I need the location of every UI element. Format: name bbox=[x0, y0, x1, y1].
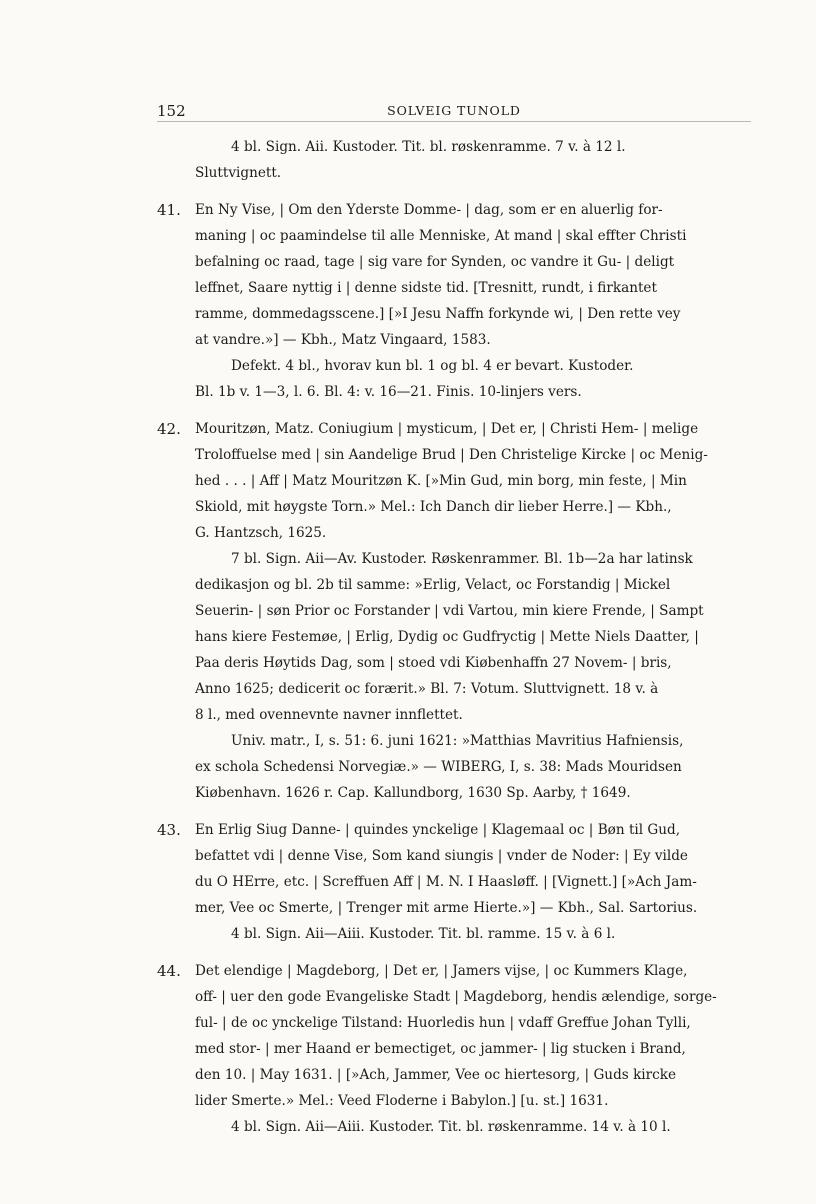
page-number: 152 bbox=[157, 102, 186, 120]
entry-line: dedikasjon og bl. 2b til samme: »Erlig, Velact, oc Forstandig | Mickel bbox=[195, 577, 671, 593]
entry-line: Det elendige | Magdeborg, | Det er, | Jamers vijse, | oc Kummers Klage, bbox=[195, 963, 688, 979]
entry-line: Anno 1625; dedicerit oc forærit.» Bl. 7: Votum. Sluttvignett. 18 v. à bbox=[195, 681, 659, 697]
entry-line: maning | oc paamindelse til alle Menniske, At mand | skal effter Christi bbox=[195, 228, 687, 244]
entry-number: 43. bbox=[157, 821, 181, 839]
entry-line: Bl. 1b v. 1—3, l. 6. Bl. 4: v. 16—21. Finis. 10-linjers vers. bbox=[195, 384, 582, 400]
entry-line: Mouritzøn, Matz. Coniugium | mysticum, | Det er, | Christi Hem- | melige bbox=[195, 421, 699, 437]
entry-line: lider Smerte.» Mel.: Veed Floderne i Babylon.] [u. st.] 1631. bbox=[195, 1093, 609, 1109]
page-body bbox=[157, 134, 751, 1140]
header-rule bbox=[157, 121, 751, 122]
entry-line: Seuerin- | søn Prior oc Forstander | vdi Vartou, min kiere Frende, | Sampt bbox=[195, 603, 704, 619]
entry-line: du O HErre, etc. | Screffuen Aff | M. N. I Haasløff. | [Vignett.] [»Ach Jam- bbox=[195, 874, 697, 890]
entry-line: ful- | de oc ynckelige Tilstand: Huorledis hun | vdaff Greffue Johan Tylli, bbox=[195, 1015, 691, 1031]
entry-line: Paa deris Høytids Dag, som | stoed vdi Kiøbenhaffn 27 Novem- | bris, bbox=[195, 655, 672, 671]
entry-line: Defekt. 4 bl., hvorav kun bl. 1 og bl. 4 er bevart. Kustoder. bbox=[231, 358, 634, 374]
entry-line: 8 l., med ovennevnte navner innflettet. bbox=[195, 707, 463, 723]
entry-line: med stor- | mer Haand er bemectiget, oc jammer- | lig stucken i Brand, bbox=[195, 1041, 686, 1057]
entry-44 bbox=[157, 958, 751, 1140]
entry-41 bbox=[157, 197, 751, 405]
entry-42 bbox=[157, 416, 751, 806]
entry-number: 42. bbox=[157, 420, 181, 438]
entry-line: befalning oc raad, tage | sig vare for Synden, oc vandre it Gu- | deligt bbox=[195, 254, 675, 270]
entry-line: off- | uer den gode Evangeliske Stadt | Magdeborg, hendis ælendige, sorge- bbox=[195, 989, 717, 1005]
entry-line: ramme, dommedagsscene.] [»I Jesu Naffn forkynde wi, | Den rette vey bbox=[195, 306, 681, 322]
entry-line: 4 bl. Sign. Aii—Aiii. Kustoder. Tit. bl. røskenramme. 14 v. à 10 l. bbox=[231, 1119, 671, 1135]
entry-line: En Erlig Siug Danne- | quindes ynckelige | Klagemaal oc | Bøn til Gud, bbox=[195, 822, 681, 838]
entry-line: hans kiere Festemøe, | Erlig, Dydig oc Gudfryctig | Mette Niels Daatter, | bbox=[195, 629, 699, 645]
entry-line: Skiold, mit høygste Torn.» Mel.: Ich Danch dir lieber Herre.] — Kbh., bbox=[195, 499, 672, 515]
entry-number: 41. bbox=[157, 201, 181, 219]
entry-line: mer, Vee oc Smerte, | Trenger mit arme Hierte.»] — Kbh., Sal. Sartorius. bbox=[195, 900, 698, 916]
entry-line: Kiøbenhavn. 1626 r. Cap. Kallundborg, 1630 Sp. Aarby, † 1649. bbox=[195, 785, 631, 801]
entry-line: G. Hantzsch, 1625. bbox=[195, 525, 327, 541]
entry-line: 7 bl. Sign. Aii—Av. Kustoder. Røskenrammer. Bl. 1b—2a har latinsk bbox=[231, 551, 693, 567]
entry-line: En Ny Vise, | Om den Yderste Domme- | dag, som er en aluerlig for- bbox=[195, 202, 663, 218]
running-title: SOLVEIG TUNOLD bbox=[387, 103, 521, 118]
entry-number: 44. bbox=[157, 962, 181, 980]
entry-line: befattet vdi | denne Vise, Som kand siungis | vnder de Noder: | Ey vilde bbox=[195, 848, 688, 864]
entry-line: hed . . . | Aff | Matz Mouritzøn K. [»Min Gud, min borg, min feste, | Min bbox=[195, 473, 687, 489]
entry-line: Univ. matr., I, s. 51: 6. juni 1621: »Matthias Mavritius Hafniensis, bbox=[231, 733, 684, 749]
intro-block bbox=[157, 134, 751, 186]
entry-line: leffnet, Saare nyttig i | denne sidste tid. [Tresnitt, rundt, i firkantet bbox=[195, 280, 657, 296]
entry-line: ex schola Schedensi Norvegiæ.» — WIBERG, I, s. 38: Mads Mouridsen bbox=[195, 759, 682, 775]
entry-43 bbox=[157, 817, 751, 947]
intro-line: Sluttvignett. bbox=[195, 165, 282, 181]
entry-line: 4 bl. Sign. Aii—Aiii. Kustoder. Tit. bl. ramme. 15 v. à 6 l. bbox=[231, 926, 616, 942]
entry-line: den 10. | May 1631. | [»Ach, Jammer, Vee oc hiertesorg, | Guds kircke bbox=[195, 1067, 677, 1083]
entry-line: at vandre.»] — Kbh., Matz Vingaard, 1583. bbox=[195, 332, 491, 348]
entry-line: Troloffuelse med | sin Aandelige Brud | Den Christelige Kircke | oc Menig- bbox=[195, 447, 708, 463]
intro-line: 4 bl. Sign. Aii. Kustoder. Tit. bl. røskenramme. 7 v. à 12 l. bbox=[231, 139, 626, 155]
